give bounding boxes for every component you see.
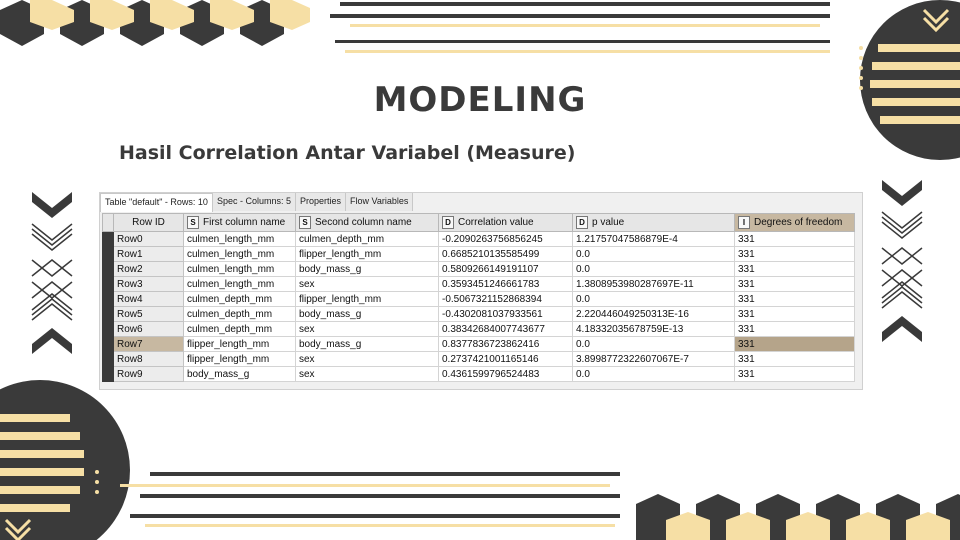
column-header-correlation-value[interactable] [439, 214, 573, 232]
p-value-cell: 3.8998772322607067E-7 [573, 352, 735, 367]
table-row-selected[interactable] [103, 337, 855, 352]
p-value-cell: 2.220446049250313E-16 [573, 307, 735, 322]
correlation-cell: 0.3593451246661783 [439, 277, 573, 292]
double-type-icon: D [576, 216, 588, 229]
first-column-cell: culmen_depth_mm [184, 307, 296, 322]
second-column-cell: flipper_length_mm [296, 247, 439, 262]
tab-properties[interactable]: Properties [296, 193, 346, 211]
p-value-cell: 0.0 [573, 247, 735, 262]
first-column-cell: culmen_depth_mm [184, 322, 296, 337]
page-subtitle: Hasil Correlation Antar Variabel (Measure) [119, 142, 576, 164]
left-chevron-column [30, 190, 80, 360]
double-type-icon: D [442, 216, 454, 229]
tab-flow-variables[interactable]: Flow Variables [346, 193, 413, 211]
correlation-cell: 0.5809266149191107 [439, 262, 573, 277]
row-id-cell: Row4 [114, 292, 184, 307]
first-column-cell: culmen_length_mm [184, 232, 296, 247]
dof-cell: 331 [735, 322, 855, 337]
correlation-table [102, 213, 855, 382]
p-value-cell: 0.0 [573, 292, 735, 307]
correlation-cell: -0.4302081037933561 [439, 307, 573, 322]
p-value-cell: 0.0 [573, 367, 735, 382]
correlation-cell: 0.8377836723862416 [439, 337, 573, 352]
table-row[interactable] [103, 352, 855, 367]
row-id-cell: Row6 [114, 322, 184, 337]
table-row[interactable] [103, 262, 855, 277]
first-column-cell: culmen_length_mm [184, 247, 296, 262]
row-marker [103, 232, 114, 247]
row-marker [103, 292, 114, 307]
second-column-cell: body_mass_g [296, 337, 439, 352]
correlation-cell: 0.2737421001165146 [439, 352, 573, 367]
column-header-row-id[interactable]: Row ID [114, 214, 184, 232]
row-marker [103, 337, 114, 352]
column-header-label: First column name [203, 217, 286, 229]
row-id-cell: Row8 [114, 352, 184, 367]
row-marker [103, 262, 114, 277]
first-column-cell: flipper_length_mm [184, 337, 296, 352]
table-row[interactable] [103, 247, 855, 262]
column-header-label: Degrees of freedom [754, 217, 843, 229]
bottom-stripe-lines [120, 470, 640, 540]
bottom-right-hexagon-band [636, 490, 960, 540]
integer-type-icon: I [738, 216, 750, 229]
dof-cell: 331 [735, 247, 855, 262]
dof-cell: 331 [735, 292, 855, 307]
dof-cell: 331 [735, 307, 855, 322]
row-id-cell: Row7 [114, 337, 184, 352]
string-type-icon: S [187, 216, 199, 229]
row-id-cell: Row0 [114, 232, 184, 247]
row-id-cell: Row3 [114, 277, 184, 292]
row-marker [103, 352, 114, 367]
first-column-cell: body_mass_g [184, 367, 296, 382]
dof-cell: 331 [735, 352, 855, 367]
dof-cell: 331 [735, 277, 855, 292]
first-column-cell: culmen_length_mm [184, 262, 296, 277]
table-row[interactable] [103, 232, 855, 247]
row-id-cell: Row9 [114, 367, 184, 382]
column-header-p-value[interactable] [573, 214, 735, 232]
page-title: MODELING [373, 80, 587, 120]
column-header-label: Second column name [315, 217, 412, 229]
table-view-panel [99, 192, 863, 390]
correlation-cell: -0.2090263756856245 [439, 232, 573, 247]
row-id-cell: Row2 [114, 262, 184, 277]
bottom-left-circle-deco [0, 380, 140, 540]
string-type-icon: S [299, 216, 311, 229]
row-marker [103, 247, 114, 262]
table-row[interactable] [103, 292, 855, 307]
column-header-label: Correlation value [458, 217, 534, 229]
dof-cell: 331 [735, 367, 855, 382]
correlation-cell: -0.5067321152868394 [439, 292, 573, 307]
p-value-cell: 0.0 [573, 262, 735, 277]
tab-spec-columns[interactable]: Spec - Columns: 5 [213, 193, 296, 211]
tab-bar [100, 193, 413, 211]
correlation-cell: 0.38342684007743677 [439, 322, 573, 337]
p-value-cell: 1.3808953980287697E-11 [573, 277, 735, 292]
second-column-cell: body_mass_g [296, 262, 439, 277]
row-marker [103, 322, 114, 337]
p-value-cell: 4.18332035678759E-13 [573, 322, 735, 337]
second-column-cell: sex [296, 367, 439, 382]
column-header-second-column-name[interactable] [296, 214, 439, 232]
column-header-label: p value [592, 217, 625, 229]
table-header-row [103, 214, 855, 232]
second-column-cell: culmen_depth_mm [296, 232, 439, 247]
table-row[interactable] [103, 277, 855, 292]
second-column-cell: sex [296, 277, 439, 292]
table-row[interactable] [103, 367, 855, 382]
tab-table-default[interactable]: Table "default" - Rows: 10 [100, 193, 213, 212]
second-column-cell: body_mass_g [296, 307, 439, 322]
row-marker [103, 367, 114, 382]
column-header-degrees-of-freedom[interactable] [735, 214, 855, 232]
row-id-cell: Row5 [114, 307, 184, 322]
table-row[interactable] [103, 307, 855, 322]
p-value-cell: 1.21757047586879E-4 [573, 232, 735, 247]
top-left-hexagon-band [0, 0, 310, 50]
right-chevron-column [880, 178, 930, 348]
correlation-cell: 0.4361599796524483 [439, 367, 573, 382]
row-marker [103, 277, 114, 292]
row-marker-header [103, 214, 114, 232]
first-column-cell: culmen_length_mm [184, 277, 296, 292]
column-header-first-column-name[interactable] [184, 214, 296, 232]
row-marker [103, 307, 114, 322]
correlation-cell: 0.6685210135585499 [439, 247, 573, 262]
p-value-cell: 0.0 [573, 337, 735, 352]
table-row[interactable] [103, 322, 855, 337]
dof-cell: 331 [735, 262, 855, 277]
dof-cell: 331 [735, 337, 855, 352]
second-column-cell: sex [296, 322, 439, 337]
first-column-cell: flipper_length_mm [184, 352, 296, 367]
top-stripe-lines [330, 0, 850, 60]
dof-cell: 331 [735, 232, 855, 247]
second-column-cell: flipper_length_mm [296, 292, 439, 307]
row-id-cell: Row1 [114, 247, 184, 262]
second-column-cell: sex [296, 352, 439, 367]
first-column-cell: culmen_depth_mm [184, 292, 296, 307]
